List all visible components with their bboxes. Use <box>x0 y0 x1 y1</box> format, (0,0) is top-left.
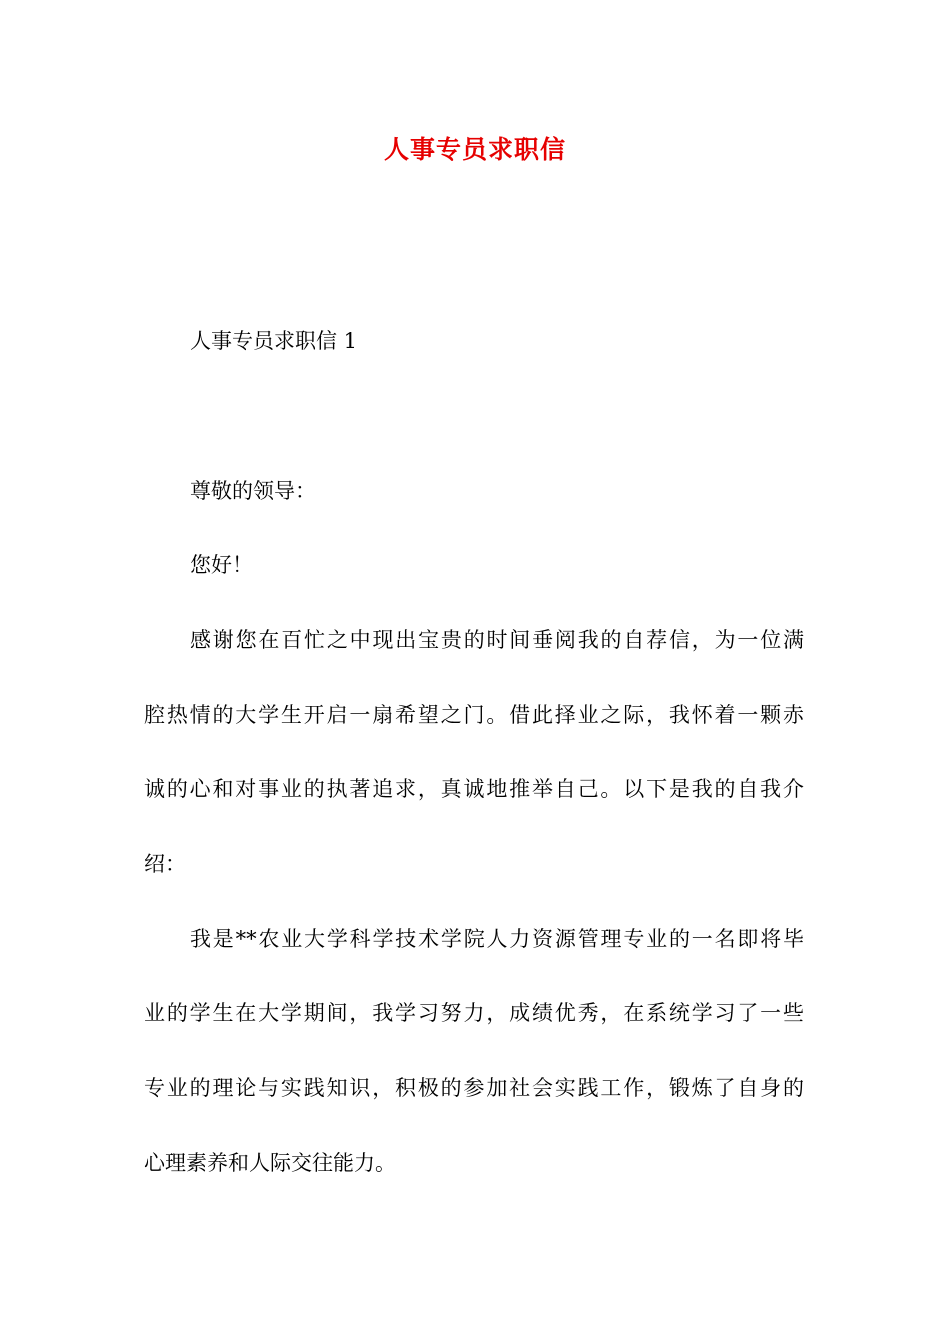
paragraph2-line3: 专业的理论与实践知识，积极的参加社会实践工作，锻炼了自身的 <box>144 1076 804 1100</box>
letter-subtitle: 人事专员求职信 1 <box>190 329 358 353</box>
paragraph1-line4: 绍： <box>144 852 186 876</box>
paragraph1-line2: 腔热情的大学生开启一扇希望之门。借此择业之际，我怀着一颗赤 <box>144 703 804 727</box>
paragraph1-line3: 诚的心和对事业的执著追求，真诚地推举自己。以下是我的自我介 <box>144 777 804 801</box>
paragraph2-line1: 我是**农业大学科学技术学院人力资源管理专业的一名即将毕 <box>190 927 804 951</box>
paragraph1-line1: 感谢您在百忙之中现出宝贵的时间垂阅我的自荐信，为一位满 <box>190 628 804 652</box>
document-title: 人事专员求职信 <box>383 135 566 164</box>
greeting: 您好！ <box>190 553 253 577</box>
salutation: 尊敬的领导： <box>190 479 316 503</box>
paragraph2-line4: 心理素养和人际交往能力。 <box>144 1151 396 1175</box>
paragraph2-line2: 业的学生在大学期间，我学习努力，成绩优秀，在系统学习了一些 <box>144 1001 804 1025</box>
